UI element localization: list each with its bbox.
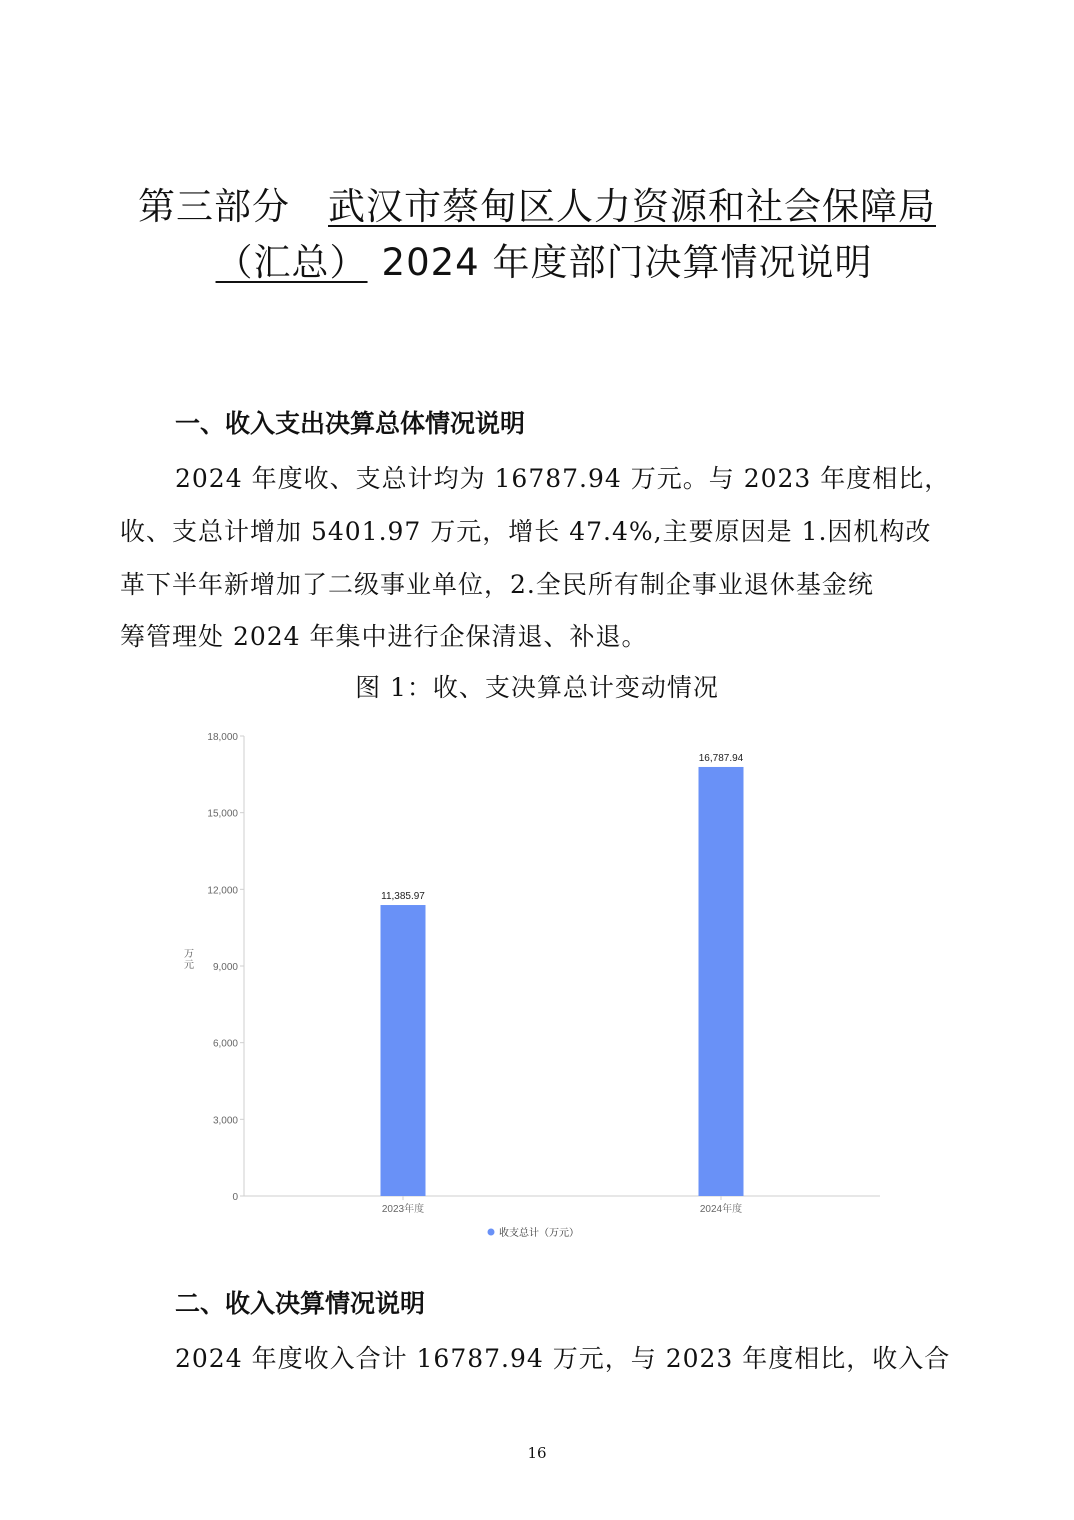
income-expense-bar-chart [170, 722, 900, 1252]
bar-data-label: 11,385.97 [381, 891, 425, 903]
y-tick-label: 15,000 [207, 808, 238, 820]
document-title-line-1 [0, 176, 1074, 230]
section-1-line-1: 2024 年度收、支总计均为 16787.94 万元。与 2023 年度相比， [175, 464, 951, 493]
figure-caption: 图 1：收、支决算总计变动情况 [355, 673, 719, 702]
x-tick-label: 2023年度 [381, 1204, 425, 1215]
bar [381, 905, 426, 1196]
legend-label: 收支总计（万元） [499, 1228, 579, 1239]
section-1-line-4: 筹管理处 2024 年集中进行企保清退、补退。 [120, 622, 648, 651]
bar-data-label: 16,787.94 [698, 752, 744, 764]
section-2-heading: 二、收入决算情况说明 [175, 1289, 426, 1318]
y-tick-label: 3,000 [212, 1115, 238, 1127]
section-1-line-2: 收、支总计增加 5401.97 万元，增长 47.4%,主要原因是 1.因机构改 [120, 517, 932, 546]
y-tick-label: 9,000 [212, 962, 238, 973]
title-organization: 武汉市蔡甸区人力资源和社会保障局 [328, 185, 936, 228]
section-1-heading: 一、收入支出决算总体情况说明 [175, 409, 526, 438]
legend-marker [488, 1229, 495, 1236]
bar [699, 767, 744, 1196]
page-number: 16 [527, 1444, 547, 1462]
y-tick-label: 18,000 [207, 732, 238, 743]
section-2-line-1: 2024 年度收入合计 16787.94 万元，与 2023 年度相比，收入合 [175, 1344, 951, 1373]
y-tick-label: 12,000 [207, 885, 238, 897]
title-summary-tag: （汇总） [215, 241, 368, 284]
x-tick-label: 2024年度 [699, 1204, 743, 1215]
title-prefix: 第三部分 [138, 185, 328, 228]
title-report-name: 2024 年度部门决算情况说明 [381, 241, 873, 284]
y-tick-label: 0 [232, 1192, 238, 1203]
y-axis-label-char: 元 [184, 960, 194, 971]
y-tick-label: 6,000 [212, 1038, 238, 1050]
document-title-line-2 [0, 232, 1074, 286]
y-axis-label-char: 万 [184, 949, 194, 960]
section-1-line-3: 革下半年新增加了二级事业单位，2.全民所有制企事业退休基金统 [120, 570, 874, 599]
